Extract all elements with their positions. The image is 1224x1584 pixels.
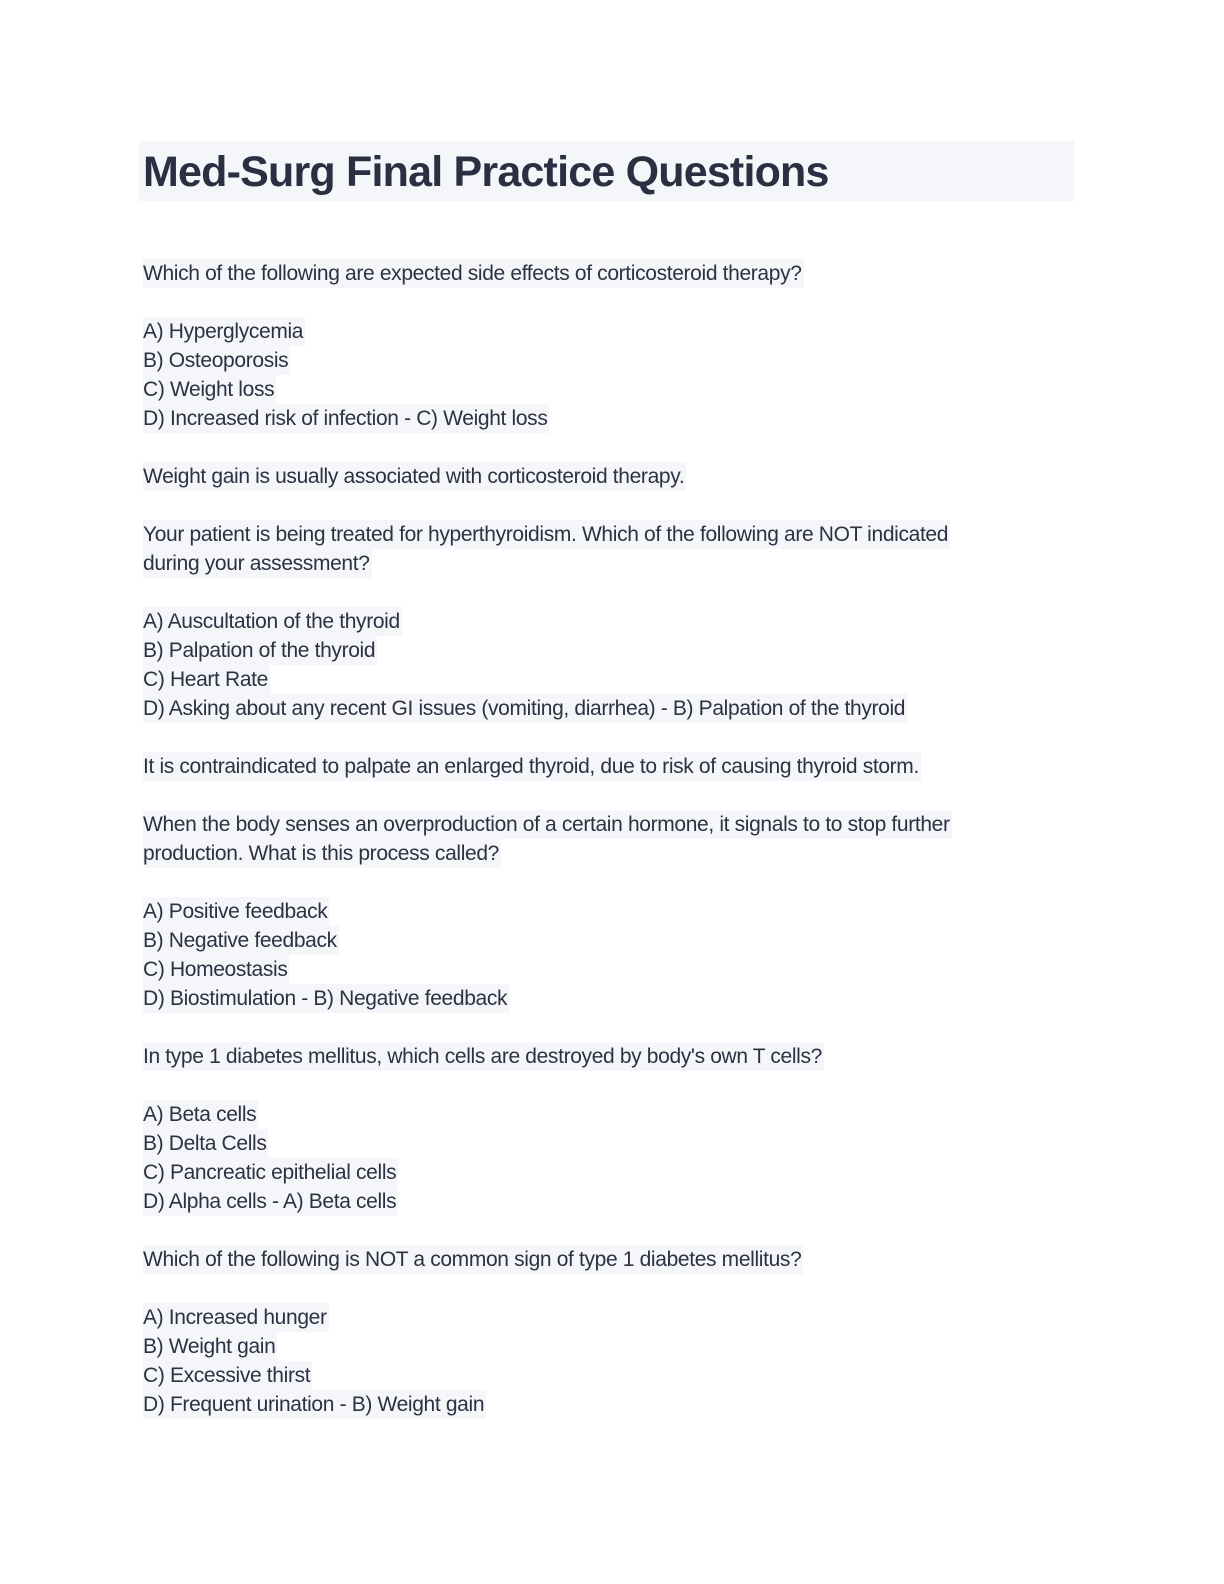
question-1-option-b: B) Osteoporosis <box>143 346 290 375</box>
question-3-text-line-2: production. What is this process called? <box>143 839 501 868</box>
question-2-rationale: It is contraindicated to palpate an enlarged thyroid, due to risk of causing thyroid storm. <box>143 752 921 781</box>
question-3-option-d-answer: D) Biostimulation - B) Negative feedback <box>143 984 509 1013</box>
question-5-option-c: C) Excessive thirst <box>143 1361 312 1390</box>
question-3-option-a: A) Positive feedback <box>143 897 329 926</box>
question-4-option-b: B) Delta Cells <box>143 1129 268 1158</box>
question-2-text-line-2: during your assessment? <box>143 549 372 578</box>
question-2-option-d-answer: D) Asking about any recent GI issues (vomiting, diarrhea) - B) Palpation of the thyroid <box>143 694 907 723</box>
question-1-option-a: A) Hyperglycemia <box>143 317 305 346</box>
question-4-option-c: C) Pancreatic epithelial cells <box>143 1158 398 1187</box>
question-1-text: Which of the following are expected side effects of corticosteroid therapy? <box>143 259 804 288</box>
question-5-option-b: B) Weight gain <box>143 1332 277 1361</box>
question-1-option-c: C) Weight loss <box>143 375 276 404</box>
question-3-option-b: B) Negative feedback <box>143 926 339 955</box>
question-5-option-d-answer: D) Frequent urination - B) Weight gain <box>143 1390 486 1419</box>
question-4-text: In type 1 diabetes mellitus, which cells are destroyed by body's own T cells? <box>143 1042 824 1071</box>
question-2-option-c: C) Heart Rate <box>143 665 270 694</box>
question-1-rationale: Weight gain is usually associated with corticosteroid therapy. <box>143 462 686 491</box>
question-3-text-line-1: When the body senses an overproduction of a certain hormone, it signals to to stop further <box>143 810 952 839</box>
question-2-option-a: A) Auscultation of the thyroid <box>143 607 402 636</box>
question-2-option-b: B) Palpation of the thyroid <box>143 636 377 665</box>
question-5-text: Which of the following is NOT a common sign of type 1 diabetes mellitus? <box>143 1245 803 1274</box>
question-4-option-d-answer: D) Alpha cells - A) Beta cells <box>143 1187 398 1216</box>
question-4-option-a: A) Beta cells <box>143 1100 258 1129</box>
question-1-option-d-answer: D) Increased risk of infection - C) Weight loss <box>143 404 549 433</box>
question-3-option-c: C) Homeostasis <box>143 955 289 984</box>
question-5-option-a: A) Increased hunger <box>143 1303 329 1332</box>
page-title: Med-Surg Final Practice Questions <box>143 148 829 196</box>
question-2-text-line-1: Your patient is being treated for hyperthyroidism. Which of the following are NOT indicated <box>143 520 950 549</box>
